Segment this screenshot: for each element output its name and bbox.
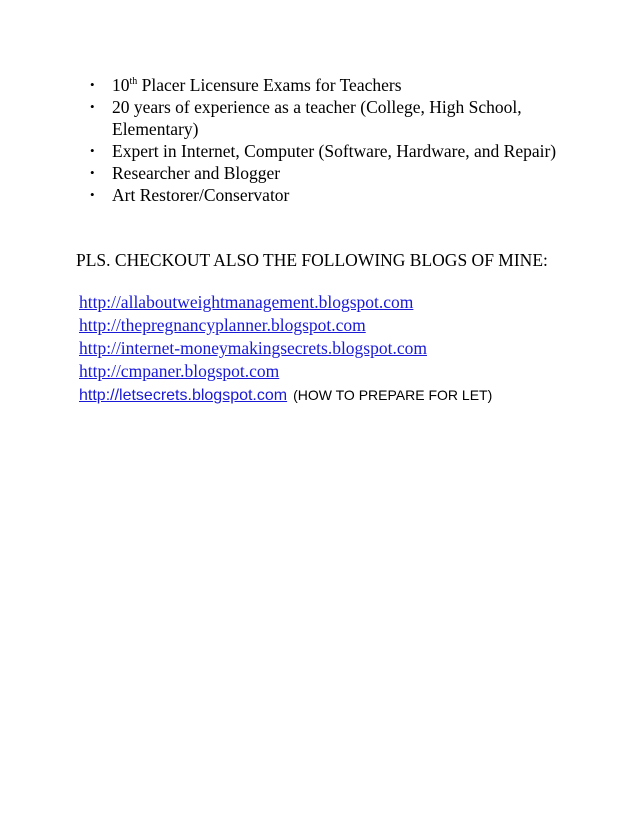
blog-links-list [79, 291, 599, 407]
blog-link-moneymaking-secrets[interactable]: http://internet-moneymakingsecrets.blogspot.com [79, 338, 427, 358]
blog-link-cmpaner[interactable]: http://cmpaner.blogspot.com [79, 361, 280, 381]
list-item [79, 291, 599, 314]
credentials-list [82, 74, 602, 206]
list-item [82, 96, 602, 140]
list-item [82, 162, 602, 184]
list-item [82, 74, 602, 96]
list-item [79, 314, 599, 337]
list-item-text-prefix: 10 [112, 75, 130, 95]
blog-link-pregnancy-planner[interactable]: http://thepregnancyplanner.blogspot.com [79, 315, 366, 335]
list-item [79, 337, 599, 360]
list-item [82, 140, 602, 162]
list-item-text: Expert in Internet, Computer (Software, Hardware, and Repair) [112, 141, 557, 161]
link-note: (HOW TO PREPARE FOR LET) [293, 387, 493, 403]
list-item [79, 360, 599, 383]
list-item-text: Placer Licensure Exams for Teachers [137, 75, 402, 95]
bullet-marker: • [90, 77, 95, 92]
bullet-marker: • [90, 187, 95, 202]
list-item-text: 20 years of experience as a teacher (College, High School, Elementary) [112, 97, 522, 139]
ordinal-suffix: th [129, 76, 138, 87]
blog-link-letsecrets[interactable]: http://letsecrets.blogspot.com [79, 387, 288, 404]
list-item [79, 383, 599, 407]
bullet-marker: • [90, 99, 95, 114]
blog-link-weight-management[interactable]: http://allaboutweightmanagement.blogspot.com [79, 292, 414, 312]
bullet-marker: • [90, 165, 95, 180]
blogs-heading: PLS. CHECKOUT ALSO THE FOLLOWING BLOGS OF MINE: [76, 250, 548, 270]
list-item [82, 184, 602, 206]
list-item-text: Art Restorer/Conservator [112, 185, 290, 205]
bullet-marker: • [90, 143, 95, 158]
list-item-text: Researcher and Blogger [112, 163, 281, 183]
